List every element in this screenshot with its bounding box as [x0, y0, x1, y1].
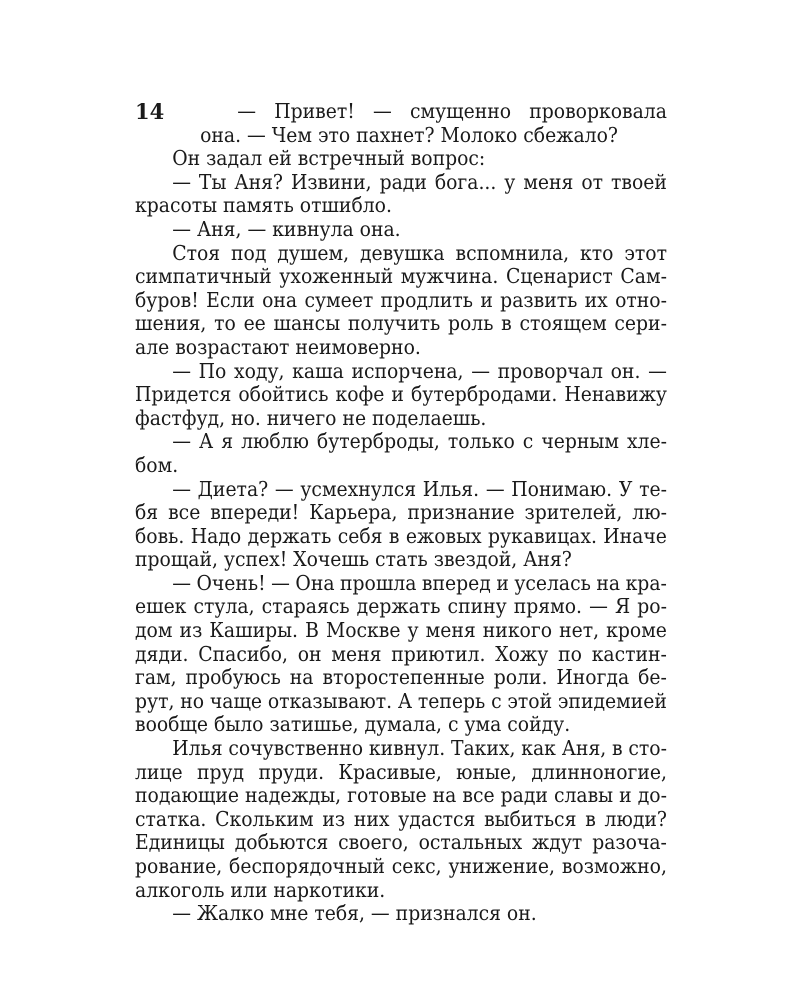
- text-line: дяди. Спасибо, он меня приютил. Хожу по кастин-: [135, 641, 667, 666]
- text-line: бя все впереди! Карьера, признание зрителей, лю-: [135, 500, 667, 525]
- text-line: лице пруд пруди. Красивые, юные, длинноногие,: [135, 759, 667, 784]
- text-line: — Жалко мне тебя, — признался он.: [172, 901, 537, 926]
- page-number: 14: [135, 99, 165, 124]
- text-line: — Ты Аня? Извини, ради бога... у меня от твоей: [172, 169, 667, 194]
- text-line: буров! Если она сумеет продлить и развить их отно-: [135, 287, 667, 312]
- text-line: алкоголь или наркотики.: [135, 877, 386, 902]
- text-line: — Очень! — Она прошла вперед и уселась на кра-: [172, 570, 667, 595]
- text-line: але возрастают неимоверно.: [135, 334, 421, 359]
- text-line: прощай, успех! Хочешь стать звездой, Аня?: [135, 547, 572, 572]
- text-line: — Привет! — смущенно проворковала: [237, 99, 667, 123]
- page-text: [135, 100, 667, 926]
- text-line: подающие надежды, готовые на все ради славы и до-: [135, 783, 667, 808]
- text-line: бом.: [135, 452, 179, 477]
- text-line: — Диета? — усмехнулся Илья. — Понимаю. У те-: [172, 476, 667, 501]
- text-line: фастфуд, но. ничего не поделаешь.: [135, 405, 487, 430]
- text-line: — Аня, — кивнула она.: [172, 216, 401, 241]
- text-line: Придется обойтись кофе и бутербродами. Ненавижу: [135, 382, 667, 407]
- text-line: — А я люблю бутерброды, только с черным хле-: [172, 429, 667, 454]
- text-line: ешек стула, стараясь держать спину прямо. — Я ро-: [135, 594, 667, 619]
- text-line: красоты память отшибло.: [135, 193, 392, 218]
- text-line: рование, беспорядочный секс, унижение, возможно,: [135, 854, 667, 878]
- text-line: шения, то ее шансы получить роль в стоящем сери-: [135, 311, 667, 336]
- text-line: симпатичный ухоженный мужчина. Сценарист Сам-: [135, 264, 667, 289]
- text-line: Стоя под душем, девушка вспомнила, кто этот: [172, 240, 667, 265]
- text-line: Единицы добьются своего, остальных ждут разоча-: [135, 830, 667, 855]
- text-line: вообще было затишье, думала, с ума сойду.: [135, 712, 571, 737]
- text-line: Илья сочувственно кивнул. Таких, как Аня, в сто-: [172, 736, 667, 761]
- text-line: она. — Чем это пахнет? Молоко сбежало?: [200, 122, 618, 147]
- text-line: рут, но чаще отказывают. А теперь с этой эпидемией: [135, 688, 667, 713]
- text-line: гам, пробуюсь на второстепенные роли. Иногда бе-: [135, 665, 667, 690]
- text-line: — По ходу, каша испорчена, — проворчал он. —: [172, 358, 667, 383]
- text-line: статка. Скольким из них удастся выбиться в люди?: [135, 806, 667, 831]
- text-line: бовь. Надо держать себя в ежовых рукавицах. Иначе: [135, 523, 667, 548]
- text-line: Он задал ей встречный вопрос:: [172, 146, 486, 171]
- text-line: дом из Каширы. В Москве у меня никого нет, кроме: [135, 618, 667, 643]
